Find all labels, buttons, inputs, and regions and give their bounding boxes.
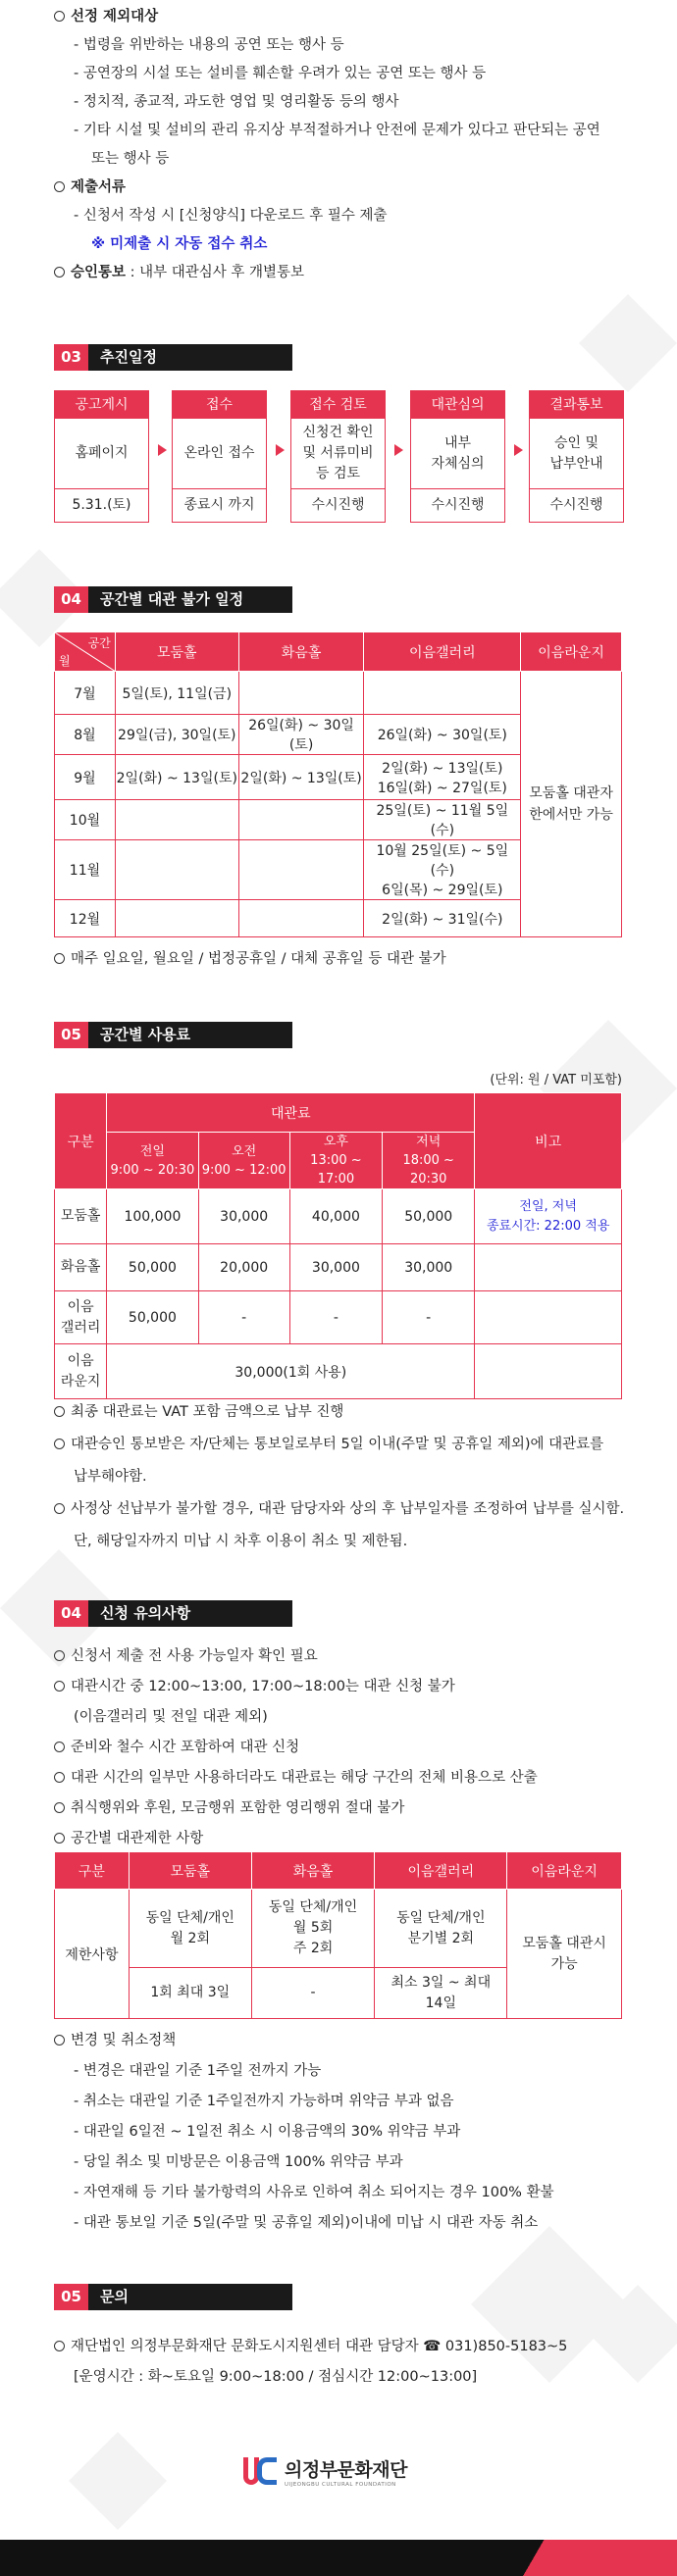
documents-item: - 신청서 작성 시 [신청양식] 다운로드 후 필수 제출	[74, 208, 388, 224]
circle-bullet-icon	[54, 1742, 65, 1752]
corner-top-label: 공간	[87, 636, 111, 650]
table-cell: 동일 단체/개인 월 5회 주 2회	[251, 1890, 375, 1968]
arrow-right-icon	[276, 444, 285, 456]
step-body: 승인 및 납부안내	[530, 419, 623, 489]
lounge-cell: 모둠홀 대관시 가능	[507, 1890, 622, 2019]
caution-item: 대관 시간의 일부만 사용하더라도 대관료는 해당 구간의 전체 비용으로 산출	[54, 1763, 538, 1793]
logo-subtitle: UIJEONGBU CULTURAL FOUNDATION	[285, 2481, 396, 2488]
section-number: 05	[54, 2284, 88, 2310]
remark-cell: 전일, 저녁 종료시간: 22:00 적용	[475, 1189, 622, 1244]
month-cell: 10월	[55, 800, 116, 840]
step-body: 내부 자체심의	[411, 419, 504, 489]
table-cell	[115, 900, 238, 937]
fee-cell: 50,000	[107, 1291, 198, 1344]
fee-note: 사정상 선납부가 불가할 경우, 대관 담당자와 상의 후 납부일자를 조정하여 납부를 실시함.	[54, 1493, 624, 1526]
schedule-step	[290, 390, 386, 523]
space-name-cell: 화음홀	[55, 1244, 107, 1291]
step-foot: 수시진행	[311, 497, 365, 513]
fee-cell: -	[198, 1291, 289, 1344]
fee-cell: 30,000	[289, 1244, 382, 1291]
lounge-cell: 모둠홀 대관자 한에서만 가능	[521, 672, 622, 937]
caution-list	[54, 1642, 538, 1854]
cancel-title: 변경 및 취소정책	[54, 2026, 554, 2056]
section-bar-contact	[54, 2284, 292, 2310]
fee-cell: 20,000	[198, 1244, 289, 1291]
section-bar-fees	[54, 1022, 292, 1048]
section-bar-unavailable	[54, 586, 292, 613]
table-cell: 동일 단체/개인 월 2회	[129, 1890, 251, 1968]
col-header: 화음홀	[238, 632, 364, 672]
section-bar-schedule	[54, 344, 292, 371]
cancel-item: - 대관 통보일 기준 5일(주말 및 공휴일 제외)이내에 미납 시 대관 자동 취소	[74, 2215, 539, 2231]
month-cell: 7월	[55, 672, 116, 715]
table-cell: 2일(화) ~ 31일(수)	[364, 900, 521, 937]
table-cell	[238, 840, 364, 900]
circle-bullet-icon	[54, 1802, 65, 1813]
table-cell: 25일(토) ~ 11월 5일(수)	[364, 800, 521, 840]
table-row	[55, 1291, 622, 1344]
remark-cell	[475, 1344, 622, 1399]
exclusion-title: 선정 제외대상	[54, 3, 657, 31]
table-row	[55, 1890, 622, 1968]
table-row	[55, 1344, 622, 1399]
cancel-policy	[54, 2026, 554, 2239]
fee-note: 최종 대관료는 VAT 포함 금액으로 납부 진행	[54, 1396, 624, 1429]
circle-bullet-icon	[54, 1439, 65, 1449]
step-foot: 수시진행	[431, 497, 485, 513]
step-body: 홈페이지	[55, 419, 148, 489]
caution-item: 대관시간 중 12:00~13:00, 17:00~18:00는 대관 신청 불가	[54, 1672, 538, 1702]
fee-cell: -	[289, 1291, 382, 1344]
table-cell: 1회 최대 3일	[129, 1968, 251, 2019]
circle-bullet-icon	[54, 1650, 65, 1661]
time-header: 오전 9:00 ~ 12:00	[198, 1133, 289, 1189]
month-cell: 12월	[55, 900, 116, 937]
col-header: 대관료	[107, 1093, 475, 1133]
circle-bullet-icon	[54, 1503, 65, 1514]
unit-label: (단위: 원 / VAT 미포함)	[490, 1073, 622, 1087]
approval-line: 승인통보 : 내부 대관심사 후 개별통보	[54, 259, 657, 287]
step-body: 온라인 접수	[173, 419, 266, 489]
circle-bullet-icon	[54, 1406, 65, 1417]
table-cell: 10월 25일(토) ~ 5일(수) 6일(목) ~ 29일(토)	[364, 840, 521, 900]
schedule-step	[172, 390, 267, 523]
step-body: 신청건 확인 및 서류미비 등 검토	[291, 419, 385, 489]
caution-item: 준비와 철수 시간 포함하여 대관 신청	[54, 1733, 538, 1763]
col-header: 구분	[55, 1093, 107, 1189]
fee-note-cont: 납부해야함.	[74, 1469, 147, 1485]
fee-note-cont: 단, 해당일자까지 미납 시 차후 이용이 취소 및 제한됨.	[74, 1534, 408, 1549]
table-cell: 최소 3일 ~ 최대 14일	[375, 1968, 507, 2019]
table-cell	[115, 840, 238, 900]
step-foot: 종료시 까지	[183, 497, 255, 513]
fee-cell: 30,000	[198, 1189, 289, 1244]
table-cell: 2일(화) ~ 13일(토) 16일(화) ~ 27일(토)	[364, 755, 521, 800]
step-head: 대관심의	[411, 391, 504, 419]
step-foot: 수시진행	[549, 497, 603, 513]
caution-item: 공간별 대관제한 사항	[54, 1824, 538, 1854]
unavailable-table	[54, 631, 622, 937]
circle-bullet-icon	[54, 2341, 65, 2351]
step-head: 접수	[173, 391, 266, 419]
table-cell	[238, 800, 364, 840]
exclusion-item-cont: 또는 행사 등	[91, 151, 170, 167]
table-cell: 26일(화) ~ 30일(토)	[238, 715, 364, 755]
step-head: 결과통보	[530, 391, 623, 419]
fee-notes	[54, 1396, 624, 1558]
col-header: 모둠홀	[115, 632, 238, 672]
table-cell	[238, 900, 364, 937]
section-title: 신청 유의사항	[100, 1604, 191, 1622]
table-cell: 26일(화) ~ 30일(토)	[364, 715, 521, 755]
cancel-item: - 변경은 대관일 기준 1주일 전까지 가능	[74, 2063, 322, 2079]
contact-hours: [운영시간 : 화~토요일 9:00~18:00 / 점심시간 12:00~13:00]	[74, 2369, 478, 2385]
fee-cell: 30,000(1회 사용)	[107, 1344, 475, 1399]
col-header: 이음라운지	[521, 632, 622, 672]
contact-line: 재단법인 의정부문화재단 문화도시지원센터 대관 담당자 ☎ 031)850-5183~5	[54, 2332, 567, 2362]
month-cell: 9월	[55, 755, 116, 800]
remark-cell	[475, 1244, 622, 1291]
table-cell	[364, 672, 521, 715]
col-header: 구분	[55, 1852, 130, 1890]
col-header: 화음홀	[251, 1852, 375, 1890]
table-cell: 동일 단체/개인 분기별 2회	[375, 1890, 507, 1968]
foundation-logo	[243, 2451, 440, 2491]
step-head: 공고게시	[55, 391, 148, 419]
documents-title: 제출서류	[54, 174, 657, 202]
table-cell: 29일(금), 30일(토)	[115, 715, 238, 755]
fee-cell: 50,000	[107, 1244, 198, 1291]
table-row	[55, 1189, 622, 1244]
section-number: 03	[54, 344, 88, 371]
section-number: 05	[54, 1022, 88, 1048]
unavailable-note: 매주 일요일, 월요일 / 법정공휴일 / 대체 공휴일 등 대관 불가	[54, 943, 446, 975]
table-cell: 2일(화) ~ 13일(토)	[238, 755, 364, 800]
caution-item: 취식행위와 후원, 모금행위 포함한 영리행위 절대 불가	[54, 1793, 538, 1824]
exclusion-item: - 기타 시설 및 설비의 관리 유지상 부적절하거나 안전에 문제가 있다고 판단되는 공연	[74, 123, 600, 138]
fee-cell: 30,000	[383, 1244, 475, 1291]
exclusion-item: - 정치적, 종교적, 과도한 영업 및 영리활동 등의 행사	[74, 94, 399, 110]
cancel-item: - 대관일 6일전 ~ 1일전 취소 시 이용금액의 30% 위약금 부과	[74, 2124, 461, 2140]
time-header: 오후 13:00 ~ 17:00	[289, 1133, 382, 1189]
step-head: 접수 검토	[291, 391, 385, 419]
section-title: 추진일정	[100, 348, 157, 366]
documents-warning: ※ 미제출 시 자동 접수 취소	[91, 236, 268, 252]
table-cell: -	[251, 1968, 375, 2019]
exclusion-item: - 공연장의 시설 또는 설비를 훼손할 우려가 있는 공연 또는 행사 등	[74, 66, 487, 81]
section-title: 공간별 대관 불가 일정	[100, 590, 244, 608]
space-name-cell: 모둠홀	[55, 1189, 107, 1244]
col-header: 모둠홀	[129, 1852, 251, 1890]
logo-mark-icon	[243, 2453, 279, 2489]
space-name-cell: 이음 라운지	[55, 1344, 107, 1399]
caution-item-cont: (이음갤러리 및 전일 대관 제외)	[74, 1709, 268, 1725]
section-title: 문의	[100, 2288, 129, 2305]
fee-cell: 100,000	[107, 1189, 198, 1244]
circle-bullet-icon	[54, 11, 65, 22]
circle-bullet-icon	[54, 181, 65, 192]
space-name-cell: 이음 갤러리	[55, 1291, 107, 1344]
month-cell: 8월	[55, 715, 116, 755]
intro-section	[54, 3, 657, 287]
section-title: 공간별 사용료	[100, 1026, 191, 1043]
fee-cell: -	[383, 1291, 475, 1344]
table-row	[55, 672, 622, 715]
corner-cell	[55, 632, 116, 672]
corner-bottom-label: 월	[59, 654, 71, 668]
table-row	[55, 1244, 622, 1291]
fee-table	[54, 1092, 622, 1399]
time-header: 저녁 18:00 ~ 20:30	[383, 1133, 475, 1189]
arrow-right-icon	[394, 444, 403, 456]
arrow-right-icon	[514, 444, 523, 456]
circle-bullet-icon	[54, 1681, 65, 1692]
time-header: 전일 9:00 ~ 20:30	[107, 1133, 198, 1189]
contact-info	[54, 2332, 567, 2393]
col-header: 이음라운지	[507, 1852, 622, 1890]
month-cell: 11월	[55, 840, 116, 900]
remark-cell	[475, 1291, 622, 1344]
table-cell: 5일(토), 11일(금)	[115, 672, 238, 715]
table-cell	[115, 800, 238, 840]
schedule-step	[54, 390, 149, 523]
fee-cell: 50,000	[383, 1189, 475, 1244]
circle-bullet-icon	[54, 2035, 65, 2046]
col-header: 비고	[475, 1093, 622, 1189]
schedule-step	[529, 390, 624, 523]
logo-name: 의정부문화재단	[285, 2458, 407, 2481]
footer-accent	[510, 2540, 677, 2576]
schedule-step	[410, 390, 505, 523]
caution-item: 신청서 제출 전 사용 가능일자 확인 필요	[54, 1642, 538, 1672]
step-foot: 5.31.(토)	[72, 497, 131, 513]
fee-cell: 40,000	[289, 1189, 382, 1244]
cancel-item: - 취소는 대관일 기준 1주일전까지 가능하며 위약금 부과 없음	[74, 2094, 454, 2109]
fee-note: 대관승인 통보받은 자/단체는 통보일로부터 5일 이내(주말 및 공휴일 제외)에 대관료를	[54, 1429, 624, 1461]
circle-bullet-icon	[54, 1833, 65, 1844]
section-number: 04	[54, 1600, 88, 1627]
col-header: 이음갤러리	[375, 1852, 507, 1890]
section-number: 04	[54, 586, 88, 613]
table-cell: 2일(화) ~ 13일(토)	[115, 755, 238, 800]
circle-bullet-icon	[54, 267, 65, 278]
section-bar-cautions	[54, 1600, 292, 1627]
col-header: 이음갤러리	[364, 632, 521, 672]
arrow-right-icon	[158, 444, 167, 456]
restriction-table	[54, 1851, 622, 2019]
exclusion-item: - 법령을 위반하는 내용의 공연 또는 행사 등	[74, 37, 344, 53]
row-label-cell: 제한사항	[55, 1890, 130, 2019]
circle-bullet-icon	[54, 953, 65, 964]
cancel-item: - 자연재해 등 기타 불가항력의 사유로 인하여 취소 되어지는 경우 100% 환불	[74, 2185, 554, 2200]
table-cell	[238, 672, 364, 715]
circle-bullet-icon	[54, 1772, 65, 1783]
cancel-item: - 당일 취소 및 미방문은 이용금액 100% 위약금 부과	[74, 2154, 403, 2170]
